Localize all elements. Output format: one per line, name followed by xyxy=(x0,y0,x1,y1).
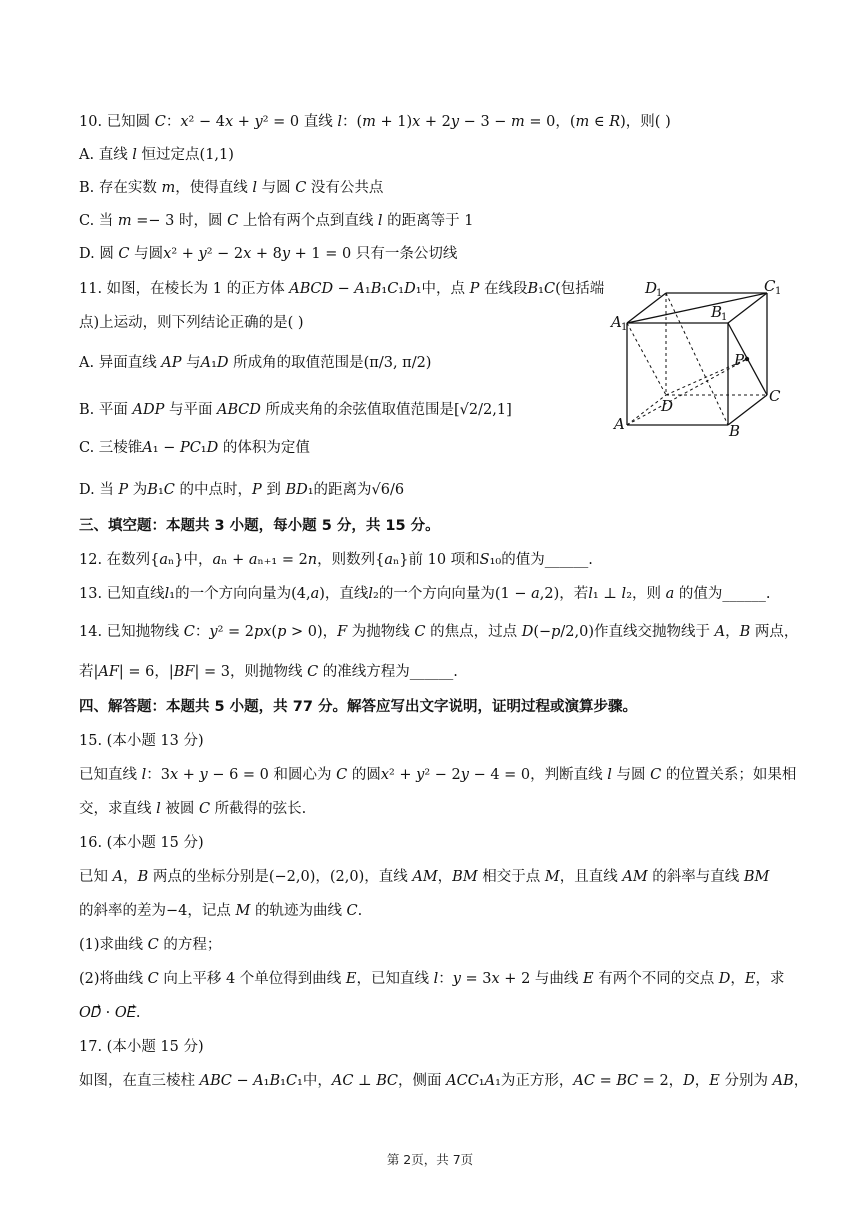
question-11-option-d: D. 当 𝑃 为𝐵₁𝐶 的中点时，𝑃 到 𝐵𝐷₁的距离为√6/6 xyxy=(79,482,405,498)
question-16-body-2: 的斜率的差为−4，记点 𝑀 的轨迹为曲线 𝐶. xyxy=(79,903,363,919)
section-3-heading: 三、填空题：本题共 3 小题，每小题 5 分，共 15 分。 xyxy=(79,518,440,534)
question-10-option-d: D. 圆 𝐶 与圆𝑥² + 𝑦² − 2𝑥 + 8𝑦 + 1 = 0 只有一条公切线 xyxy=(79,246,458,262)
question-15-body-2: 交，求直线 𝑙 被圆 𝐶 所截得的弦长. xyxy=(79,801,307,817)
cube-diagram xyxy=(603,277,793,442)
question-10-option-b: B. 存在实数 𝑚，使得直线 𝑙 与圆 𝐶 没有公共点 xyxy=(79,180,384,196)
label-b1: B xyxy=(711,303,723,321)
question-15-title: 15. (本小题 13 分) xyxy=(79,733,204,749)
question-11-stem-cont: 点)上运动，则下列结论正确的是( ) xyxy=(79,315,304,331)
question-10-option-c: C. 当 𝑚 =− 3 时，圆 𝐶 上恰有两个点到直线 𝑙 的距离等于 1 xyxy=(79,213,474,229)
question-16-part-2: (2)将曲线 𝐶 向上平移 4 个单位得到曲线 𝐸，已知直线 𝑙：𝑦 = 3𝑥 + 2 与曲线 𝐸 有两个不同的交点 𝐷，𝐸，求 xyxy=(79,971,785,987)
question-11-option-c: C. 三棱锥𝐴₁ − 𝑃𝐶₁𝐷 的体积为定值 xyxy=(79,440,310,456)
svg-text:1: 1 xyxy=(775,286,782,297)
cube-figure xyxy=(603,277,793,442)
question-10-stem: 10. 已知圆 𝐶：𝑥² − 4𝑥 + 𝑦² = 0 直线 𝑙：(𝑚 + 1)𝑥 + 2𝑦 − 3 − 𝑚 = 0，(𝑚 ∈ 𝑅)，则( ) xyxy=(79,114,671,130)
question-11-option-b: B. 平面 𝐴𝐷𝑃 与平面 𝐴𝐵𝐶𝐷 所成夹角的余弦值取值范围是[√2/2,1] xyxy=(79,402,512,418)
section-4-heading: 四、解答题：本题共 5 小题，共 77 分。解答应写出文字说明，证明过程或演算步骤。 xyxy=(79,699,637,715)
question-14-line-1: 14. 已知抛物线 𝐶：𝑦² = 2𝑝𝑥(𝑝 > 0)，𝐹 为抛物线 𝐶 的焦点，过点 𝐷(−𝑝/2,0)作直线交抛物线于 𝐴，𝐵 两点， xyxy=(79,624,799,640)
svg-text:1: 1 xyxy=(621,322,628,333)
label-d: D xyxy=(661,397,674,415)
label-a: A xyxy=(614,415,625,433)
question-16-body-1: 已知 𝐴，𝐵 两点的坐标分别是(−2,0)，(2,0)，直线 𝐴𝑀，𝐵𝑀 相交于点 𝑀，且直线 𝐴𝑀 的斜率与直线 𝐵𝑀 xyxy=(79,869,770,885)
question-15-body-1: 已知直线 𝑙：3𝑥 + 𝑦 − 6 = 0 和圆心为 𝐶 的圆𝑥² + 𝑦² − 2𝑦 − 4 = 0，判断直线 𝑙 与圆 𝐶 的位置关系；如果相 xyxy=(79,767,797,783)
question-11-option-a: A. 异面直线 𝐴𝑃 与𝐴₁𝐷 所成角的取值范围是(π/3, π/2) xyxy=(79,355,432,371)
label-d1: D xyxy=(645,279,658,297)
page-footer: 第 2页，共 7页 xyxy=(386,1152,474,1167)
question-14-line-2: 若|𝐴𝐹| = 6，|𝐵𝐹| = 3，则抛物线 𝐶 的准线方程为______. xyxy=(79,664,458,680)
question-17-title: 17. (本小题 15 分) xyxy=(79,1039,204,1055)
question-16-title: 16. (本小题 15 分) xyxy=(79,835,204,851)
label-a1: A xyxy=(611,313,622,331)
question-16-part-2-cont: 𝑂𝐷⃗ · 𝑂𝐸⃗. xyxy=(79,1005,141,1021)
question-16-part-1: (1)求曲线 𝐶 的方程； xyxy=(79,937,222,953)
question-10-option-a: A. 直线 𝑙 恒过定点(1,1) xyxy=(79,147,234,163)
question-11-stem: 11. 如图，在棱长为 1 的正方体 𝐴𝐵𝐶𝐷 − 𝐴₁𝐵₁𝐶₁𝐷₁中，点 𝑃 在线段𝐵₁𝐶(包括端 xyxy=(79,281,605,297)
label-c: C xyxy=(769,387,781,405)
svg-text:1: 1 xyxy=(656,288,663,299)
label-p: P xyxy=(734,351,745,369)
label-b: B xyxy=(729,422,741,440)
question-12: 12. 在数列{𝑎ₙ}中，𝑎ₙ + 𝑎ₙ₊₁ = 2𝑛，则数列{𝑎ₙ}前 10 项和𝑆₁₀的值为______. xyxy=(79,552,593,568)
label-c1: C xyxy=(764,277,776,295)
question-17-body-1: 如图，在直三棱柱 𝐴𝐵𝐶 − 𝐴₁𝐵₁𝐶₁中，𝐴𝐶 ⊥ 𝐵𝐶，侧面 𝐴𝐶𝐶₁𝐴₁为正方形，𝐴𝐶 = 𝐵𝐶 = 2，𝐷，𝐸 分别为 𝐴𝐵， xyxy=(79,1073,809,1089)
svg-text:1: 1 xyxy=(721,312,728,323)
question-13: 13. 已知直线𝑙₁的一个方向向量为(4,𝑎)，直线𝑙₂的一个方向向量为(1 − 𝑎,2)，若𝑙₁ ⊥ 𝑙₂，则 𝑎 的值为______. xyxy=(79,586,771,602)
